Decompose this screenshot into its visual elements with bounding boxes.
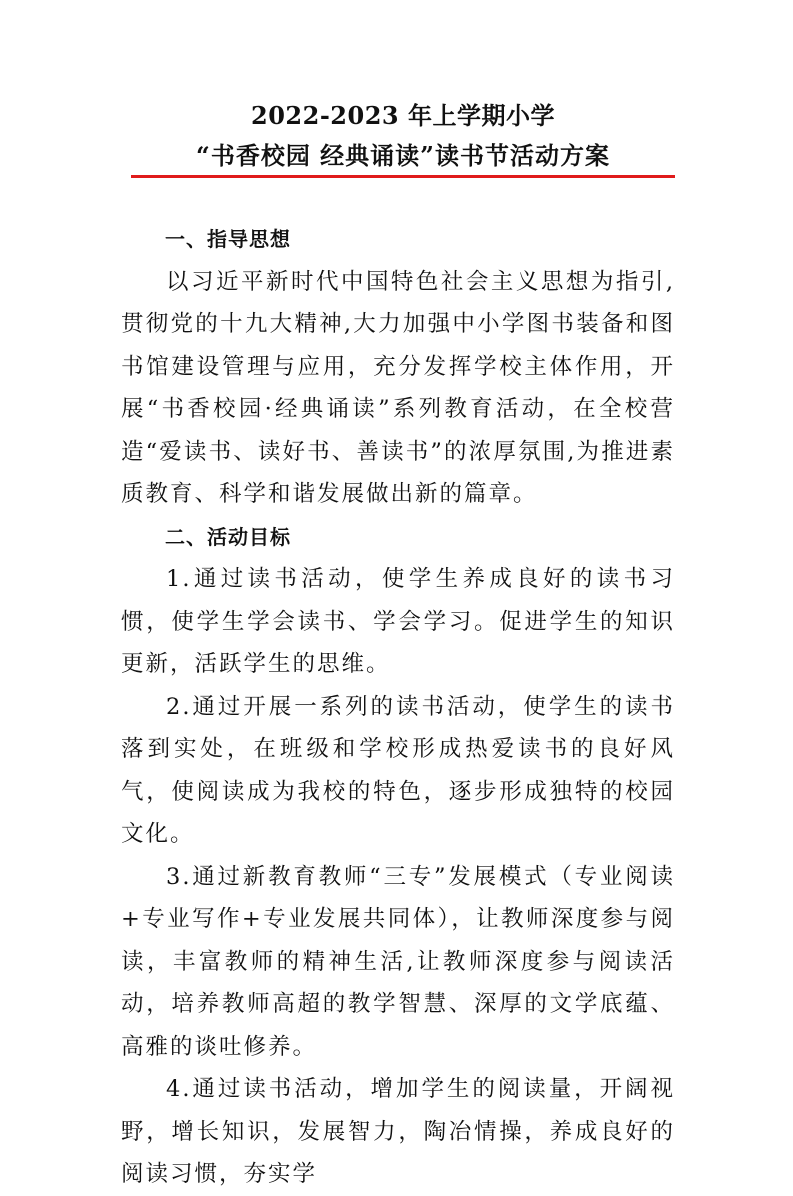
- paragraph-goal-2: 2.通过开展一系列的读书活动，使学生的读书落到实处，在班级和学校形成热爱读书的良好风气，使阅读成为我校的特色，逐步形成独特的校园文化。: [121, 693, 675, 847]
- paragraph-goal-1: 1.通过读书活动，使学生养成良好的读书习惯，使学生学会读书、学会学习。促进学生的知识更新，活跃学生的思维。: [121, 566, 675, 677]
- document-title: [131, 96, 675, 176]
- paragraph-guiding-ideology: 以习近平新时代中国特色社会主义思想为指引,贯彻党的十九大精神,大力加强中小学图书装备和图书馆建设管理与应用，充分发挥学校主体作用，开展“书香校园·经典诵读”系列教育活动，在全校营造“爱读书、读好书、善读书”的浓厚氛围,为推进素质教育、科学和谐发展做出新的篇章。: [121, 268, 675, 507]
- paragraph-goal-3: 3.通过新教育教师“三专”发展模式（专业阅读+专业写作+专业发展共同体），让教师深度参与阅读，丰富教师的精神生活,让教师深度参与阅读活动，培养教师高超的教学智慧、深厚的文学底蕴、高雅的谈吐修养。: [121, 863, 675, 1060]
- title-line-2: “书香校园 经典诵读”读书节活动方案: [196, 141, 610, 170]
- paragraph-goal-4: 4.通过读书活动，增加学生的阅读量，开阔视野，增长知识，发展智力，陶冶情操，养成良好的阅读习惯，夯实学: [121, 1076, 675, 1187]
- document-body: [121, 218, 675, 1196]
- section-heading-guiding-ideology: 一、指导思想: [165, 227, 291, 251]
- title-divider-rule: [131, 175, 675, 178]
- title-line-1: 2022-2023 年上学期小学: [251, 101, 555, 130]
- section-heading-activity-goals: 二、活动目标: [165, 524, 291, 549]
